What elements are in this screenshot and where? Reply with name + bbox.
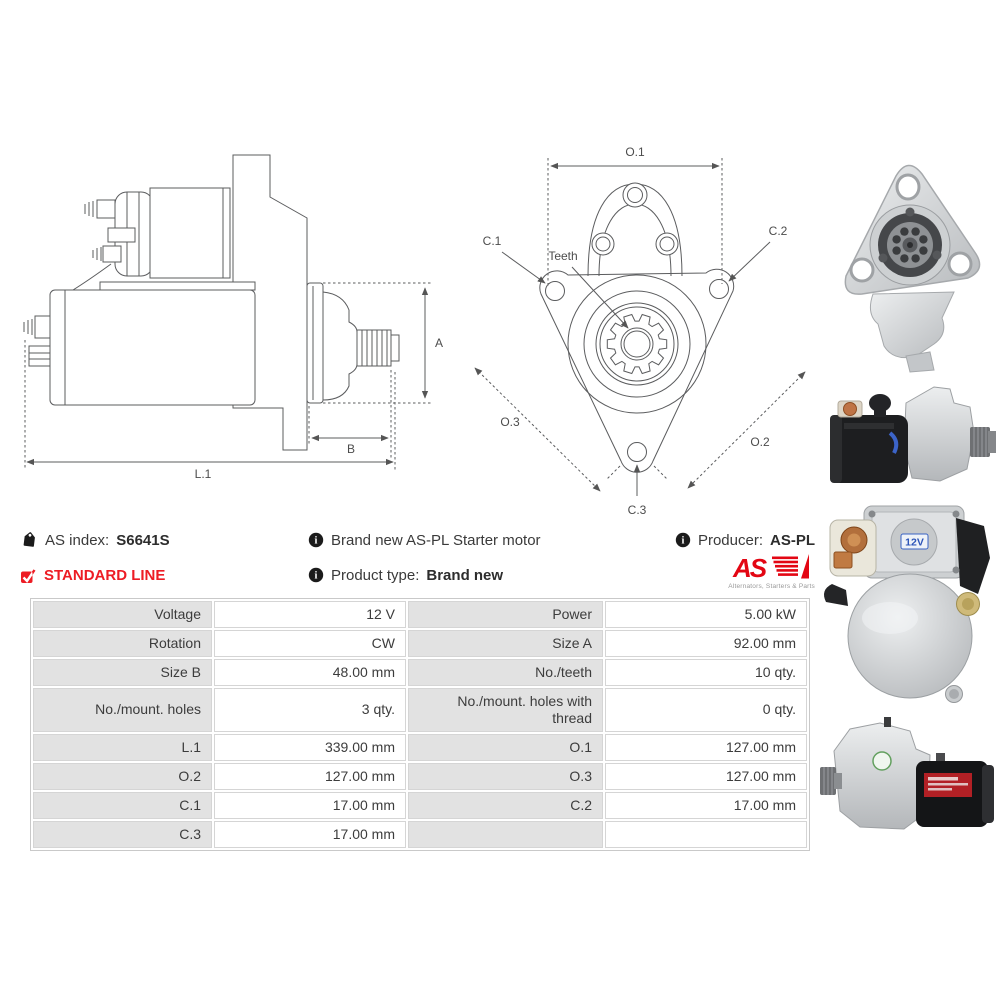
spec-value: 12 V: [214, 601, 406, 628]
spec-label: Rotation: [33, 630, 212, 657]
dim-label-c1: C.1: [482, 234, 502, 248]
dim-label-a: A: [435, 336, 444, 350]
checkbox-icon: [20, 567, 37, 584]
description-row: [308, 530, 541, 550]
spec-label: [408, 821, 603, 848]
dim-label-c3: C.3: [627, 503, 647, 517]
producer-value: AS-PL: [770, 531, 815, 549]
spec-value: 339.00 mm: [214, 734, 406, 761]
dim-label-o3: O.3: [500, 415, 520, 429]
info-icon: [308, 532, 324, 548]
dim-label-c2: C.2: [768, 224, 788, 238]
product-photo-side: [818, 375, 1000, 500]
svg-text:AS: AS: [732, 554, 765, 582]
product-photo-front-flange: [818, 142, 1000, 375]
as-index-label: AS index:: [45, 531, 110, 549]
product-type-value: Brand new: [426, 566, 504, 584]
dim-label-o1: O.1: [625, 145, 645, 159]
standard-line-badge: [20, 565, 170, 585]
spec-label: L.1: [33, 734, 212, 761]
spec-value: CW: [214, 630, 406, 657]
product-info-strip: [0, 524, 1000, 598]
spec-label: Size B: [33, 659, 212, 686]
spec-label: Voltage: [33, 601, 212, 628]
dim-label-b: B: [347, 442, 356, 456]
spec-label: No./mount. holes with thread: [408, 688, 603, 732]
as-pl-logo-mark: [732, 554, 812, 582]
svg-text:i: i: [681, 535, 685, 547]
spec-label: O.2: [33, 763, 212, 790]
spec-value: 17.00 mm: [605, 792, 807, 819]
dim-label-o2: O.2: [750, 435, 770, 449]
spec-value: 3 qty.: [214, 688, 406, 732]
spec-label: O.3: [408, 763, 603, 790]
dim-label-l1: L.1: [194, 467, 212, 481]
spec-label: O.1: [408, 734, 603, 761]
spec-label: C.1: [33, 792, 212, 819]
spec-label: Power: [408, 601, 603, 628]
product-photo-column: [818, 142, 1000, 848]
spec-table: [30, 598, 810, 851]
side-view-technical-drawing: [15, 140, 455, 500]
producer-row: [675, 530, 815, 550]
spec-value: 17.00 mm: [214, 792, 406, 819]
front-view-technical-drawing: [460, 128, 815, 530]
product-type-row: [308, 565, 541, 585]
as-index-row: [20, 530, 170, 550]
voltage-label: 12V: [905, 536, 924, 549]
spec-label: No./mount. holes: [33, 688, 212, 732]
product-photo-side-2: [818, 715, 1000, 848]
as-index-value: S6641S: [116, 531, 170, 549]
spec-value: 17.00 mm: [214, 821, 406, 848]
info-icon: [675, 532, 691, 548]
spec-value: [605, 821, 807, 848]
as-pl-logo-tagline: Alternators, Starters & Parts: [728, 583, 815, 590]
svg-text:i: i: [314, 535, 318, 547]
teeth-label: Teeth: [548, 249, 578, 263]
spec-value: 127.00 mm: [605, 734, 807, 761]
info-column-middle: [308, 530, 541, 585]
product-type-label: Product type:: [331, 566, 420, 584]
spec-value: 92.00 mm: [605, 630, 807, 657]
info-icon: [308, 567, 324, 583]
producer-label: Producer:: [697, 531, 763, 549]
info-column-right: [675, 530, 815, 590]
spec-value: 48.00 mm: [214, 659, 406, 686]
standard-line-label: STANDARD LINE: [44, 566, 166, 584]
spec-value: 127.00 mm: [605, 763, 807, 790]
svg-text:i: i: [314, 570, 318, 582]
tag-icon: [20, 532, 38, 549]
spec-value: 5.00 kW: [605, 601, 807, 628]
spec-label: C.2: [408, 792, 603, 819]
spec-label: Size A: [408, 630, 603, 657]
spec-label: C.3: [33, 821, 212, 848]
info-column-left: [20, 530, 170, 585]
as-pl-logo: [728, 554, 815, 590]
spec-value: 10 qty.: [605, 659, 807, 686]
description-text: Brand new AS-PL Starter motor: [331, 531, 541, 549]
spec-value: 0 qty.: [605, 688, 807, 732]
spec-value: 127.00 mm: [214, 763, 406, 790]
spec-label: No./teeth: [408, 659, 603, 686]
